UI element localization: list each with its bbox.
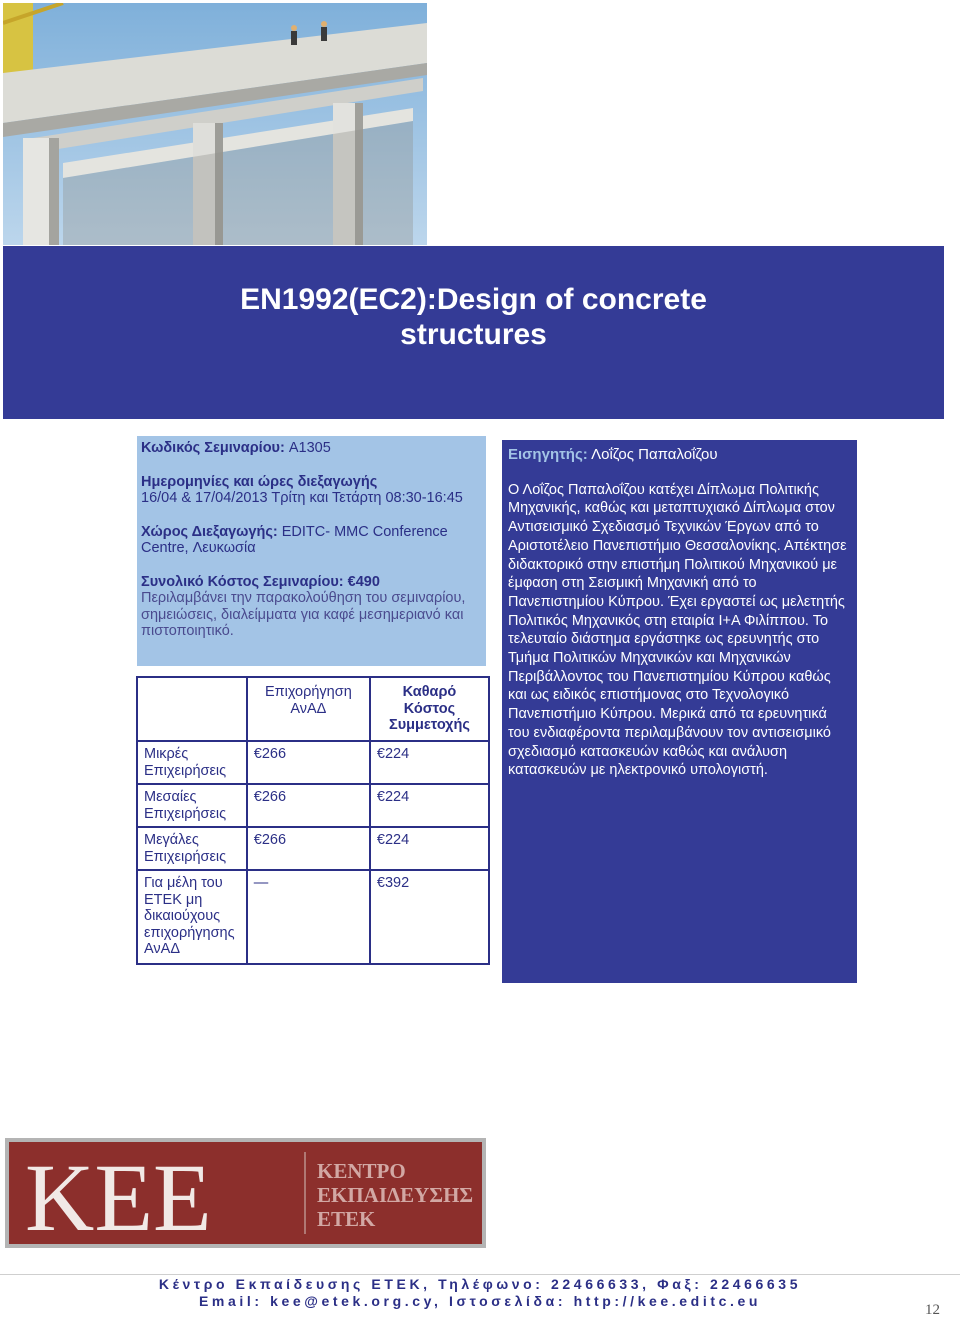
table-row [137,870,489,964]
pricing-header-subsidy: Επιχορήγηση ΑνΑΔ [247,677,370,741]
pricing-header-row [137,677,489,741]
seminar-cost-label: Συνολικό Κόστος Σεμιναρίου: [141,573,344,590]
footer-line-email: Email: kee@etek.org.cy, Ιστοσελίδα: http://kee.editc.eu [198,1293,762,1309]
pricing-category: Μεσαίες Επιχειρήσεις [137,784,247,827]
header-photo [3,3,427,245]
instructor-heading [508,446,851,465]
table-row [137,741,489,784]
title-banner [3,246,944,419]
pricing-category: Μεγάλες Επιχειρήσεις [137,827,247,870]
pricing-net-cost: €224 [370,827,489,870]
seminar-includes: Περιλαμβάνει την παρακολούθηση του σεμιναρίου, σημειώσεις, διαλείμματα για καφέ μεσημεριανό και πιστοποιητικό. [141,590,466,639]
footer-divider [0,1274,960,1275]
footer-contact [0,1276,960,1310]
instructor-box [502,440,857,983]
seminar-dates-label: Ημερομηνίες και ώρες διεξαγωγής [141,473,378,490]
footer-line-phone: Κέντρο Εκπαίδευσης ΕΤΕΚ, Τηλέφωνο: 22466633, Φαξ: 22466635 [158,1276,802,1292]
course-title-line-2: structures [400,318,547,351]
table-row [137,784,489,827]
pricing-subsidy: — [247,870,370,964]
instructor-bio: Ο Λοΐζος Παπαλοΐζου κατέχει Δίπλωμα Πολιτικής Μηχανικής, καθώς και μεταπτυχιακό Δίπλωμα στον Αντισεισμικό Σχεδιασμό Τεχνικών Έργων από το Αριστοτέλειο Πανεπιστήμιο Θεσσαλονίκης. Απέκτησε διδακτορικό στην επιστήμη Πολιτικού Μηχανικού με έμφαση στη Σεισμική Μηχανική από το Πανεπιστημίου Κύπρου. Έχει εργαστεί ως μελετητής Πολιτικός Μηχανικός στη εταιρία Ι+Α Φιλίππου. Το τελευταίο διάστημα εργάστηκε ως ερευνητής στο Τμήμα Πολιτικών Μηχανικών και Μηχανικών Περιβάλλοντος του Πανεπιστημίου Κύπρου καθώς και ως ειδικός επιστήμονας στο Τεχνολογικό Πανεπιστήμιο Κύπρου. Μερικά από τα ερευνητικά του ενδιαφέροντα περιλαμβάνουν τον αντισεισμικό σχεδιασμό κατασκευών καθώς και ανάλυση κατασκευών με ηλεκτρονικό υπολογιστή. [508,481,847,779]
pricing-header-empty [137,677,247,741]
seminar-code-label: Κωδικός Σεμιναρίου: [141,440,285,456]
pricing-subsidy: €266 [247,827,370,870]
seminar-cost [141,574,482,640]
pricing-subsidy: €266 [247,741,370,784]
course-title [3,282,944,352]
pricing-category: Μικρές Επιχειρήσεις [137,741,247,784]
instructor-name: Λοΐζος Παπαλοΐζου [591,446,718,463]
kee-logo-line-1: ΚΕΝΤΡΟ [317,1159,406,1183]
kee-logo-line-2: ΕΚΠΑΙΔΕΥΣΗΣ [317,1183,474,1207]
seminar-venue [141,524,482,557]
pricing-net-cost: €392 [370,870,489,964]
concrete-structure-illustration [3,3,427,245]
seminar-info-box [137,436,486,666]
table-row [137,827,489,870]
seminar-venue-label: Χώρος Διεξαγωγής: [141,523,278,540]
course-title-line-1: EN1992(EC2):Design of concrete [240,283,707,316]
pricing-net-cost: €224 [370,784,489,827]
pricing-subsidy: €266 [247,784,370,827]
pricing-category: Για μέλη του ΕΤΕΚ μη δικαιούχους επιχορήγησης ΑνΑΔ [137,870,247,964]
pricing-header-net-cost: Καθαρό Κόστος Συμμετοχής [370,677,489,741]
seminar-code-value: A1305 [288,440,331,456]
seminar-code [141,440,482,457]
seminar-venue-value: EDITC- MMC Conference Centre, Λευκωσία [141,523,448,556]
kee-logo-graphic [5,1138,486,1248]
page-number: 12 [925,1302,940,1318]
pricing-table [136,676,490,965]
seminar-dates [141,474,482,507]
kee-logo [5,1138,486,1248]
seminar-cost-value: €490 [347,573,380,590]
pricing-net-cost: €224 [370,741,489,784]
instructor-label: Εισηγητής: [508,446,588,463]
kee-logo-line-3: ΕΤΕΚ [317,1207,376,1231]
kee-logo-mark: KEE [25,1144,212,1248]
seminar-dates-value: 16/04 & 17/04/2013 Τρίτη και Τετάρτη 08:30-16:45 [141,490,463,506]
